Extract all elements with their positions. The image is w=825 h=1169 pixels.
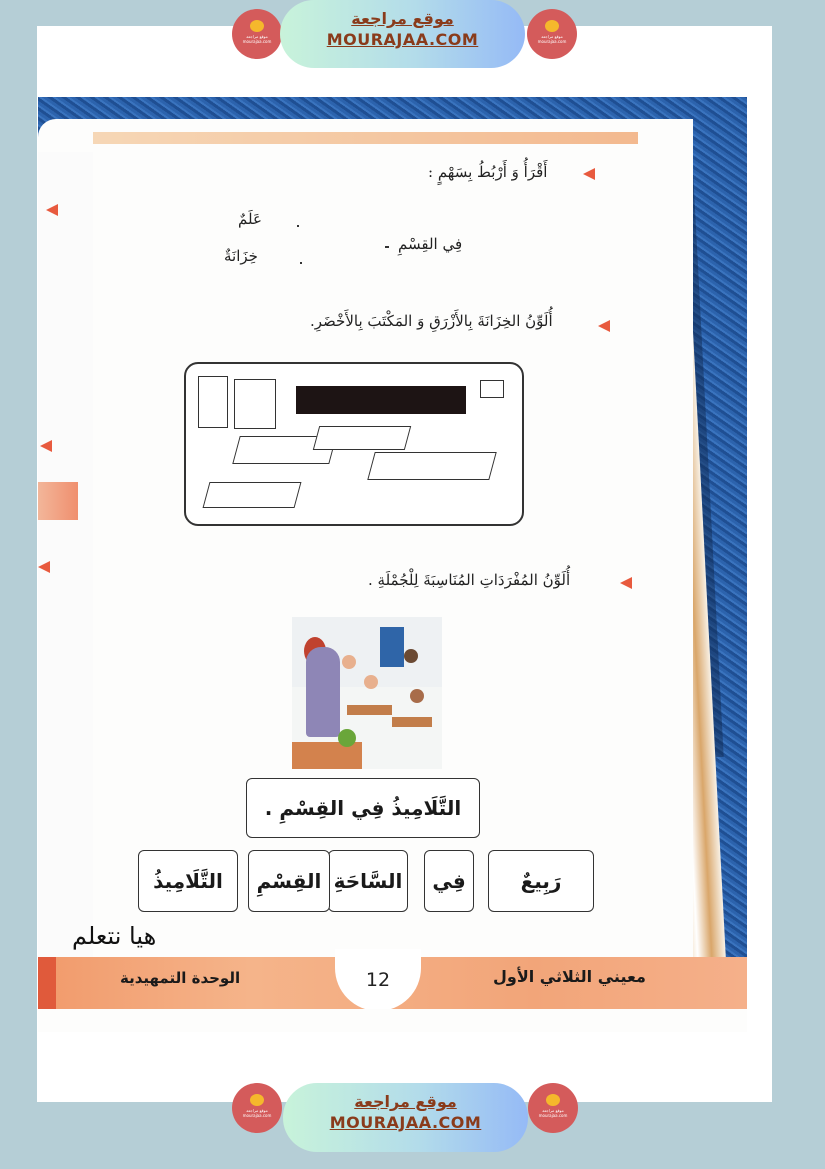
choice-assaha[interactable]: السَّاحَةِ <box>328 850 408 912</box>
cupboard <box>234 379 276 429</box>
page-number: 12 <box>335 949 421 1011</box>
site-banner-bottom[interactable] <box>283 1083 528 1152</box>
workbook-photo <box>38 97 747 1032</box>
connect-dot[interactable] <box>300 262 302 264</box>
handwritten-note: هيا نتعلم <box>72 922 157 950</box>
book-icon <box>546 1094 560 1106</box>
book-title: معيني الثلاثي الأول <box>493 967 646 986</box>
word-alam: عَلَمٌ <box>238 210 262 228</box>
logo-badge-left-top <box>232 9 282 59</box>
teacher-desk <box>313 426 411 450</box>
exercise-marker-icon <box>598 320 610 332</box>
blackboard <box>296 386 466 414</box>
site-name-ar[interactable]: موقع مراجعة <box>354 1092 457 1111</box>
classroom-drawing[interactable] <box>184 362 524 526</box>
logo-badge-right-top <box>527 9 577 59</box>
page-bottom-margin <box>38 1009 747 1032</box>
plant <box>338 729 356 747</box>
logo-badge-left-bottom <box>232 1083 282 1133</box>
logo-badge-right-bottom <box>528 1083 578 1133</box>
site-name-ar[interactable]: موقع مراجعة <box>351 9 454 28</box>
marker-triangle-icon <box>40 440 52 452</box>
word-khizana: خِزَانَةٌ <box>224 247 258 265</box>
side-tab <box>38 482 78 520</box>
exercise3-instruction: أُلَوِّنُ المُفْرَدَاتِ المُنَاسِبَةَ لِلْجُمْلَةِ . <box>368 571 571 589</box>
choice-alqism[interactable]: القِسْمِ <box>248 850 330 912</box>
exercise1-instruction: أَقْرَأُ وَ أَرْبُطُ بِسَهْمٍ : <box>428 163 548 181</box>
book-icon <box>250 1094 264 1106</box>
choice-attalamidh[interactable]: التَّلَامِيذُ <box>138 850 238 912</box>
teacher <box>306 647 340 737</box>
footer-tab <box>38 957 56 1009</box>
badge-label: موقع مراجعة mourajaa.com <box>538 1108 568 1118</box>
cupboard <box>198 376 228 428</box>
top-color-strip <box>93 132 638 144</box>
desk <box>203 482 302 508</box>
badge-label: موقع مراجعة mourajaa.com <box>242 34 272 44</box>
phrase-fil-qism: فِي القِسْمِ <box>398 235 463 253</box>
exercise-marker-icon <box>620 577 632 589</box>
site-name-en[interactable]: MOURAJAA.COM <box>326 30 479 49</box>
marker-triangle-icon <box>38 561 50 573</box>
exercise2-instruction: أُلَوِّنُ الخِزَانَةَ بِالأَزْرَقِ وَ المَكْتَبَ بِالأَخْضَرِ. <box>310 312 553 330</box>
connect-dot[interactable] <box>297 225 299 227</box>
wall-chart <box>480 380 504 398</box>
choice-rabie[interactable]: رَبِيعٌ <box>488 850 594 912</box>
exercise-marker-icon <box>583 168 595 180</box>
connect-dash[interactable] <box>385 246 389 248</box>
badge-label: موقع مراجعة mourajaa.com <box>242 1108 272 1118</box>
previous-page-edge <box>38 152 93 1032</box>
site-banner-top[interactable] <box>280 0 525 68</box>
door <box>380 627 404 667</box>
marker-triangle-icon <box>46 204 58 216</box>
sentence-box: التَّلَامِيذُ فِي القِسْمِ . <box>246 778 480 838</box>
book-icon <box>250 20 264 32</box>
desk <box>367 452 497 480</box>
classroom-scene-illustration <box>292 617 442 769</box>
unit-title: الوحدة التمهيدية <box>120 969 241 987</box>
site-name-en[interactable]: MOURAJAA.COM <box>329 1113 482 1132</box>
choice-fi[interactable]: فِي <box>424 850 474 912</box>
badge-label: موقع مراجعة mourajaa.com <box>537 34 567 44</box>
book-icon <box>545 20 559 32</box>
